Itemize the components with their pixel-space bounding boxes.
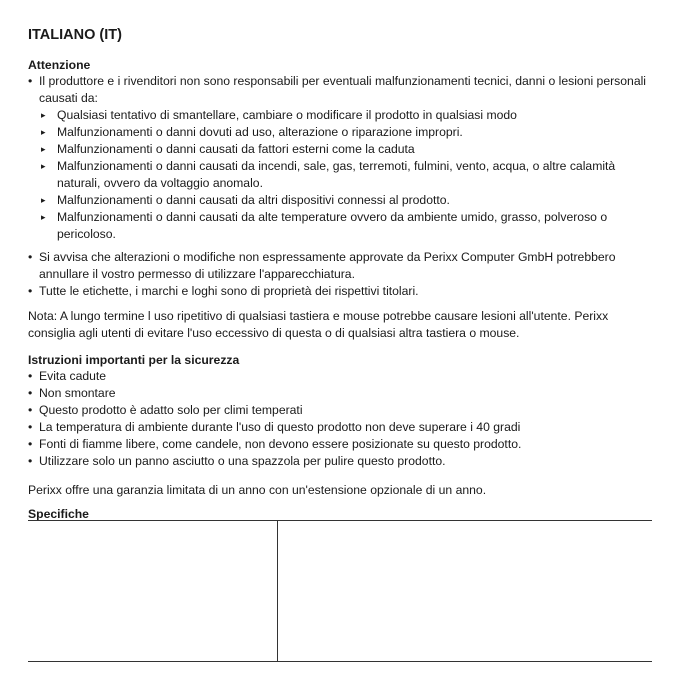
cause-item: ▸ Malfunzionamenti o danni dovuti ad uso, alterazione o riparazione impropri. [28, 124, 652, 141]
specs-heading: Specifiche [28, 507, 89, 521]
cause-item: ▸ Malfunzionamenti o danni causati da incendi, sale, gas, terremoti, fulmini, vento, acqua, o altre calamità naturali, ovvero da voltaggio anomalo. [28, 158, 652, 192]
modifications-notice: • Si avvisa che alterazioni o modifiche non espressamente approvate da Perixx Computer GmbH potrebbero annullare il vostro permesso di utilizzare l'apparecchiatura. [28, 249, 652, 283]
cause-item: ▸ Malfunzionamenti o danni causati da alte temperature ovvero da ambiente umido, grasso, polveroso o pericoloso. [28, 209, 652, 243]
attention-intro: • Il produttore e i rivenditori non sono responsabili per eventuali malfunzionamenti tecnici, danni o lesioni personali causati da: [28, 73, 652, 107]
cause-item: ▸ Malfunzionamenti o danni causati da altri dispositivi connessi al prodotto. [28, 192, 652, 209]
safety-item: • Utilizzare solo un panno asciutto o una spazzola per pulire questo prodotto. [28, 453, 652, 470]
cause-item: ▸ Qualsiasi tentativo di smantellare, cambiare o modificare il prodotto in qualsiasi modo [28, 107, 652, 124]
safety-item: • Questo prodotto è adatto solo per climi temperati [28, 402, 652, 419]
safety-item: • La temperatura di ambiente durante l'uso di questo prodotto non deve superare i 40 gradi [28, 419, 652, 436]
specs-table [28, 520, 652, 662]
ergonomic-note: Nota: A lungo termine l uso ripetitivo di qualsiasi tastiera e mouse potrebbe causare lesioni all'utente. Perixx consiglia agli utenti di evitare l'uso eccessivo di questa o di qualsiasi altra tastiera o mouse. [28, 309, 609, 340]
specs-column-divider [277, 521, 278, 661]
language-title: ITALIANO (IT) [28, 27, 122, 43]
cause-item: ▸ Malfunzionamenti o danni causati da fattori esterni come la caduta [28, 141, 652, 158]
safety-item: • Fonti di fiamme libere, come candele, non devono essere posizionate su questo prodotto. [28, 436, 652, 453]
document-page [28, 26, 652, 522]
safety-item: • Evita cadute [28, 368, 652, 385]
warranty-text: Perixx offre una garanzia limitata di un anno con un'estensione opzionale di un anno. [28, 483, 487, 497]
safety-heading: Istruzioni importanti per la sicurezza [28, 353, 240, 367]
safety-item: • Non smontare [28, 385, 652, 402]
attention-heading: Attenzione [28, 58, 91, 72]
trademarks-notice: • Tutte le etichette, i marchi e loghi sono di proprietà dei rispettivi titolari. [28, 283, 652, 300]
